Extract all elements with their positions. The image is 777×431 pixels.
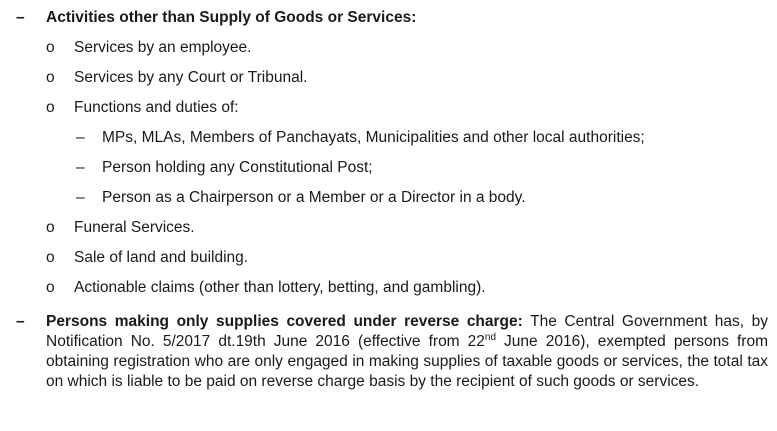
o-bullet: o	[46, 279, 55, 296]
dash-bullet: –	[76, 129, 85, 146]
list-item	[46, 67, 766, 89]
section-reverse-charge	[16, 312, 768, 392]
list-item	[46, 37, 766, 59]
list-item	[46, 247, 766, 269]
section-heading-reverse-charge: Persons making only supplies covered under reverse charge:	[46, 313, 523, 330]
paragraph-text-part1: The Central Government has, by Notification No. 5/2017 dt.19th June 2016 (effective from 22	[46, 313, 768, 350]
dash-bullet: –	[76, 159, 85, 176]
section-heading-activities: Activities other than Supply of Goods or Services:	[46, 9, 417, 26]
sub-list-item-text: Person as a Chairperson or a Member or a Director in a body.	[102, 189, 526, 206]
sub-list-item	[76, 127, 766, 149]
dash-bullet: –	[16, 9, 25, 26]
o-bullet: o	[46, 39, 55, 56]
sub-list-item-text: Person holding any Constitutional Post;	[102, 159, 373, 176]
list-item-text: Funeral Services.	[74, 219, 195, 236]
list-item	[46, 97, 766, 119]
list-item-text: Actionable claims (other than lottery, betting, and gambling).	[74, 279, 486, 296]
section-activities	[16, 7, 768, 29]
sub-list-item	[76, 187, 766, 209]
ordinal-superscript: nd	[484, 331, 497, 343]
list-item-text: Services by an employee.	[74, 39, 252, 56]
list-item-text: Functions and duties of:	[74, 99, 239, 116]
list-item	[46, 217, 766, 239]
o-bullet: o	[46, 69, 55, 86]
paragraph-text-part2: June 2016), exempted persons from obtaining registration who are only engaged in making supplies of taxable goods or services, the total tax on which is liable to be paid on reverse charge basis by the recipient of such goods or services.	[46, 333, 768, 390]
reverse-charge-paragraph	[46, 312, 768, 392]
o-bullet: o	[46, 219, 55, 236]
sub-list-item-text: MPs, MLAs, Members of Panchayats, Municipalities and other local authorities;	[102, 129, 645, 146]
dash-bullet: –	[16, 313, 25, 330]
list-item-text: Services by any Court or Tribunal.	[74, 69, 308, 86]
o-bullet: o	[46, 249, 55, 266]
sub-list-item	[76, 157, 766, 179]
dash-bullet: –	[76, 189, 85, 206]
o-bullet: o	[46, 99, 55, 116]
list-item-text: Sale of land and building.	[74, 249, 249, 266]
list-item	[46, 277, 766, 299]
